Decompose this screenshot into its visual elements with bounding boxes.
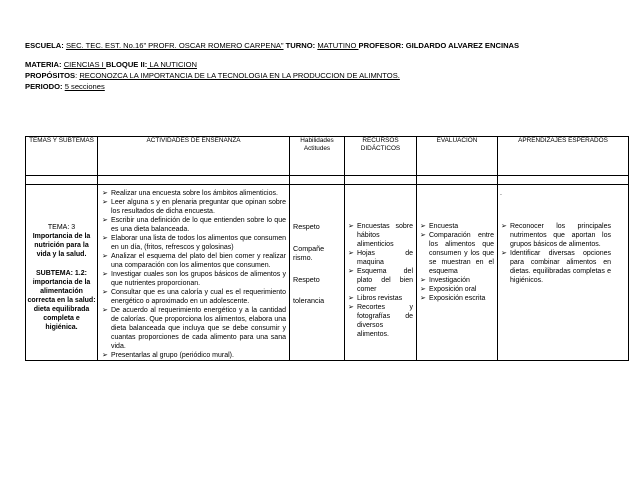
- escuela-line: ESCUELA: SEC. TEC. EST. No.16” PROFR. OSCAR ROMERO CARPENA” TURNO: MATUTINO PROFESOR: GILDARDO ALVAREZ ENCINAS: [25, 41, 520, 50]
- periodo-value: 5 secciones: [64, 82, 105, 91]
- list-item: ➢ Recortes y fotografías de diversos alimentos.: [348, 303, 413, 339]
- periodo-line: [25, 81, 633, 92]
- document-header: [25, 40, 633, 92]
- materia-value: CIENCIAS I: [63, 60, 106, 69]
- header-recursos: RECURSOS DIDÁCTICOS: [345, 137, 417, 176]
- list-item: ➢ Investigación: [420, 276, 494, 285]
- aprendizajes-cell: [498, 185, 629, 361]
- list-item: ➢ Esquema del plato del bien comer: [348, 267, 413, 294]
- aprendizajes-list: [501, 222, 611, 285]
- table-header-row: [26, 137, 629, 176]
- subtema: SUBTEMA: 1.2: importancia de la alimentación correcta en la salud: dieta equilibrada completa e higiénica.: [27, 270, 96, 331]
- evaluacion-list: [420, 222, 494, 303]
- spacer-row: [26, 176, 629, 185]
- temas-cell: [26, 185, 98, 361]
- bloque-value: LA NUTICION: [147, 60, 198, 69]
- bloque-label: BLOQUE II:: [105, 60, 148, 69]
- list-item: ➢ Libros revistas: [348, 294, 413, 303]
- habilidad-item: Respeto: [293, 222, 320, 231]
- habilidad-item: Respeto: [293, 274, 320, 284]
- list-item: ➢ De acuerdo al requerimiento energético y a la cantidad de calorías. Que proporciona los alimentos, elabora una dieta balanceada que incluya que se debe consumir y cuantas proporciones de cada alimento para una sana vida.: [102, 306, 286, 351]
- list-item: ➢ Realizar una encuesta sobre los ámbitos alimenticios.: [102, 189, 286, 198]
- list-item: ➢ Consultar que es una caloría y cual es el requerimiento energético o aproximado en un adolescente.: [102, 288, 286, 306]
- cell-marker: .: [500, 190, 502, 197]
- escuela-label: ESCUELA: [25, 41, 62, 50]
- propositos-label: PROPÓSITOS: [25, 71, 76, 80]
- escuela-value: SEC. TEC. EST. No.16” PROFR. OSCAR ROMERO CARPENA”: [65, 41, 284, 50]
- list-item: ➢ Presentarlas al grupo (periódico mural).: [102, 351, 286, 360]
- list-item: ➢ Investigar cuales son los grupos básicos de alimentos y que nutrientes proporcionan.: [102, 270, 286, 288]
- materia-label: MATERIA:: [25, 60, 62, 69]
- tema-title: Importancia de la nutrición para la vida y la salud.: [32, 233, 91, 258]
- periodo-label: PERIODO:: [25, 82, 63, 91]
- header-temas: TEMAS Y SUBTEMAS: [26, 137, 98, 176]
- list-item: ➢ Escribir una definición de lo que entienden sobre lo que es una dieta balanceada.: [102, 216, 286, 234]
- list-item: ➢ Reconocer los principales nutrimentos que aportan los grupos básicos de alimentos.: [501, 222, 611, 249]
- header-actividades: ACTIVIDADES DE ENSEÑANZA: [98, 137, 290, 176]
- list-item: ➢ Hojas de maquina: [348, 249, 413, 267]
- profesor-label: PROFESOR: GILDARDO ALVAREZ ENCINAS: [358, 41, 520, 50]
- turno-label: TURNO:: [285, 41, 316, 50]
- tema-number: TEMA: 3: [47, 224, 76, 231]
- table-content-row: [26, 185, 629, 361]
- header-aprendizajes: APRENDIZAJES ESPERADOS: [498, 137, 629, 176]
- evaluacion-cell: [417, 185, 498, 361]
- list-item: ➢ Encuesta: [420, 222, 494, 231]
- habilidad-item: Compañe rismo.: [293, 243, 325, 262]
- list-item: ➢ Exposición escrita: [420, 294, 494, 303]
- habilidad-item: tolerancia: [293, 296, 325, 305]
- list-item: ➢ Elaborar una lista de todos los alimentos que consumen en un día, (fritos, refrescos y golosinas): [102, 234, 286, 252]
- actividades-cell: [98, 185, 290, 361]
- list-item: ➢ Analizar el esquema del plato del bien comer y realizar una comparación con los alimentos que consumen.: [102, 252, 286, 270]
- turno-value: MATUTINO: [317, 41, 359, 50]
- recursos-list: [348, 222, 413, 339]
- recursos-cell: [345, 185, 417, 361]
- header-evaluacion: EVALUACIÓN: [417, 137, 498, 176]
- propositos-value: RECONOZCA LA IMPORTANCIA DE LA TECNOLOGIA EN LA PRODUCCION DE ALIMNTOS.: [79, 71, 400, 80]
- header-habilidades: Habilidades Actitudes: [290, 137, 345, 176]
- actividades-list: [102, 189, 286, 360]
- list-item: ➢ Comparación entre los alimentos que consumen y los que se muestran en el esquema: [420, 231, 494, 276]
- planning-table: [25, 136, 629, 361]
- list-item: ➢ Exposición oral: [420, 285, 494, 294]
- materia-line: [25, 59, 633, 70]
- list-item: ➢ Encuestas sobre hábitos alimenticios: [348, 222, 413, 249]
- list-item: ➢ Identificar diversas opciones para combinar alimentos en dietas. equilibradas completas e higiénicos.: [501, 249, 611, 285]
- list-item: ➢ Leer alguna s y en plenaria preguntar que opinan sobre los resultados de dicha encuesta.: [102, 198, 286, 216]
- propositos-line: PROPÓSITOS: RECONOZCA LA IMPORTANCIA DE LA TECNOLOGIA EN LA PRODUCCION DE ALIMNTOS.: [25, 71, 400, 80]
- habilidades-cell: [290, 185, 345, 361]
